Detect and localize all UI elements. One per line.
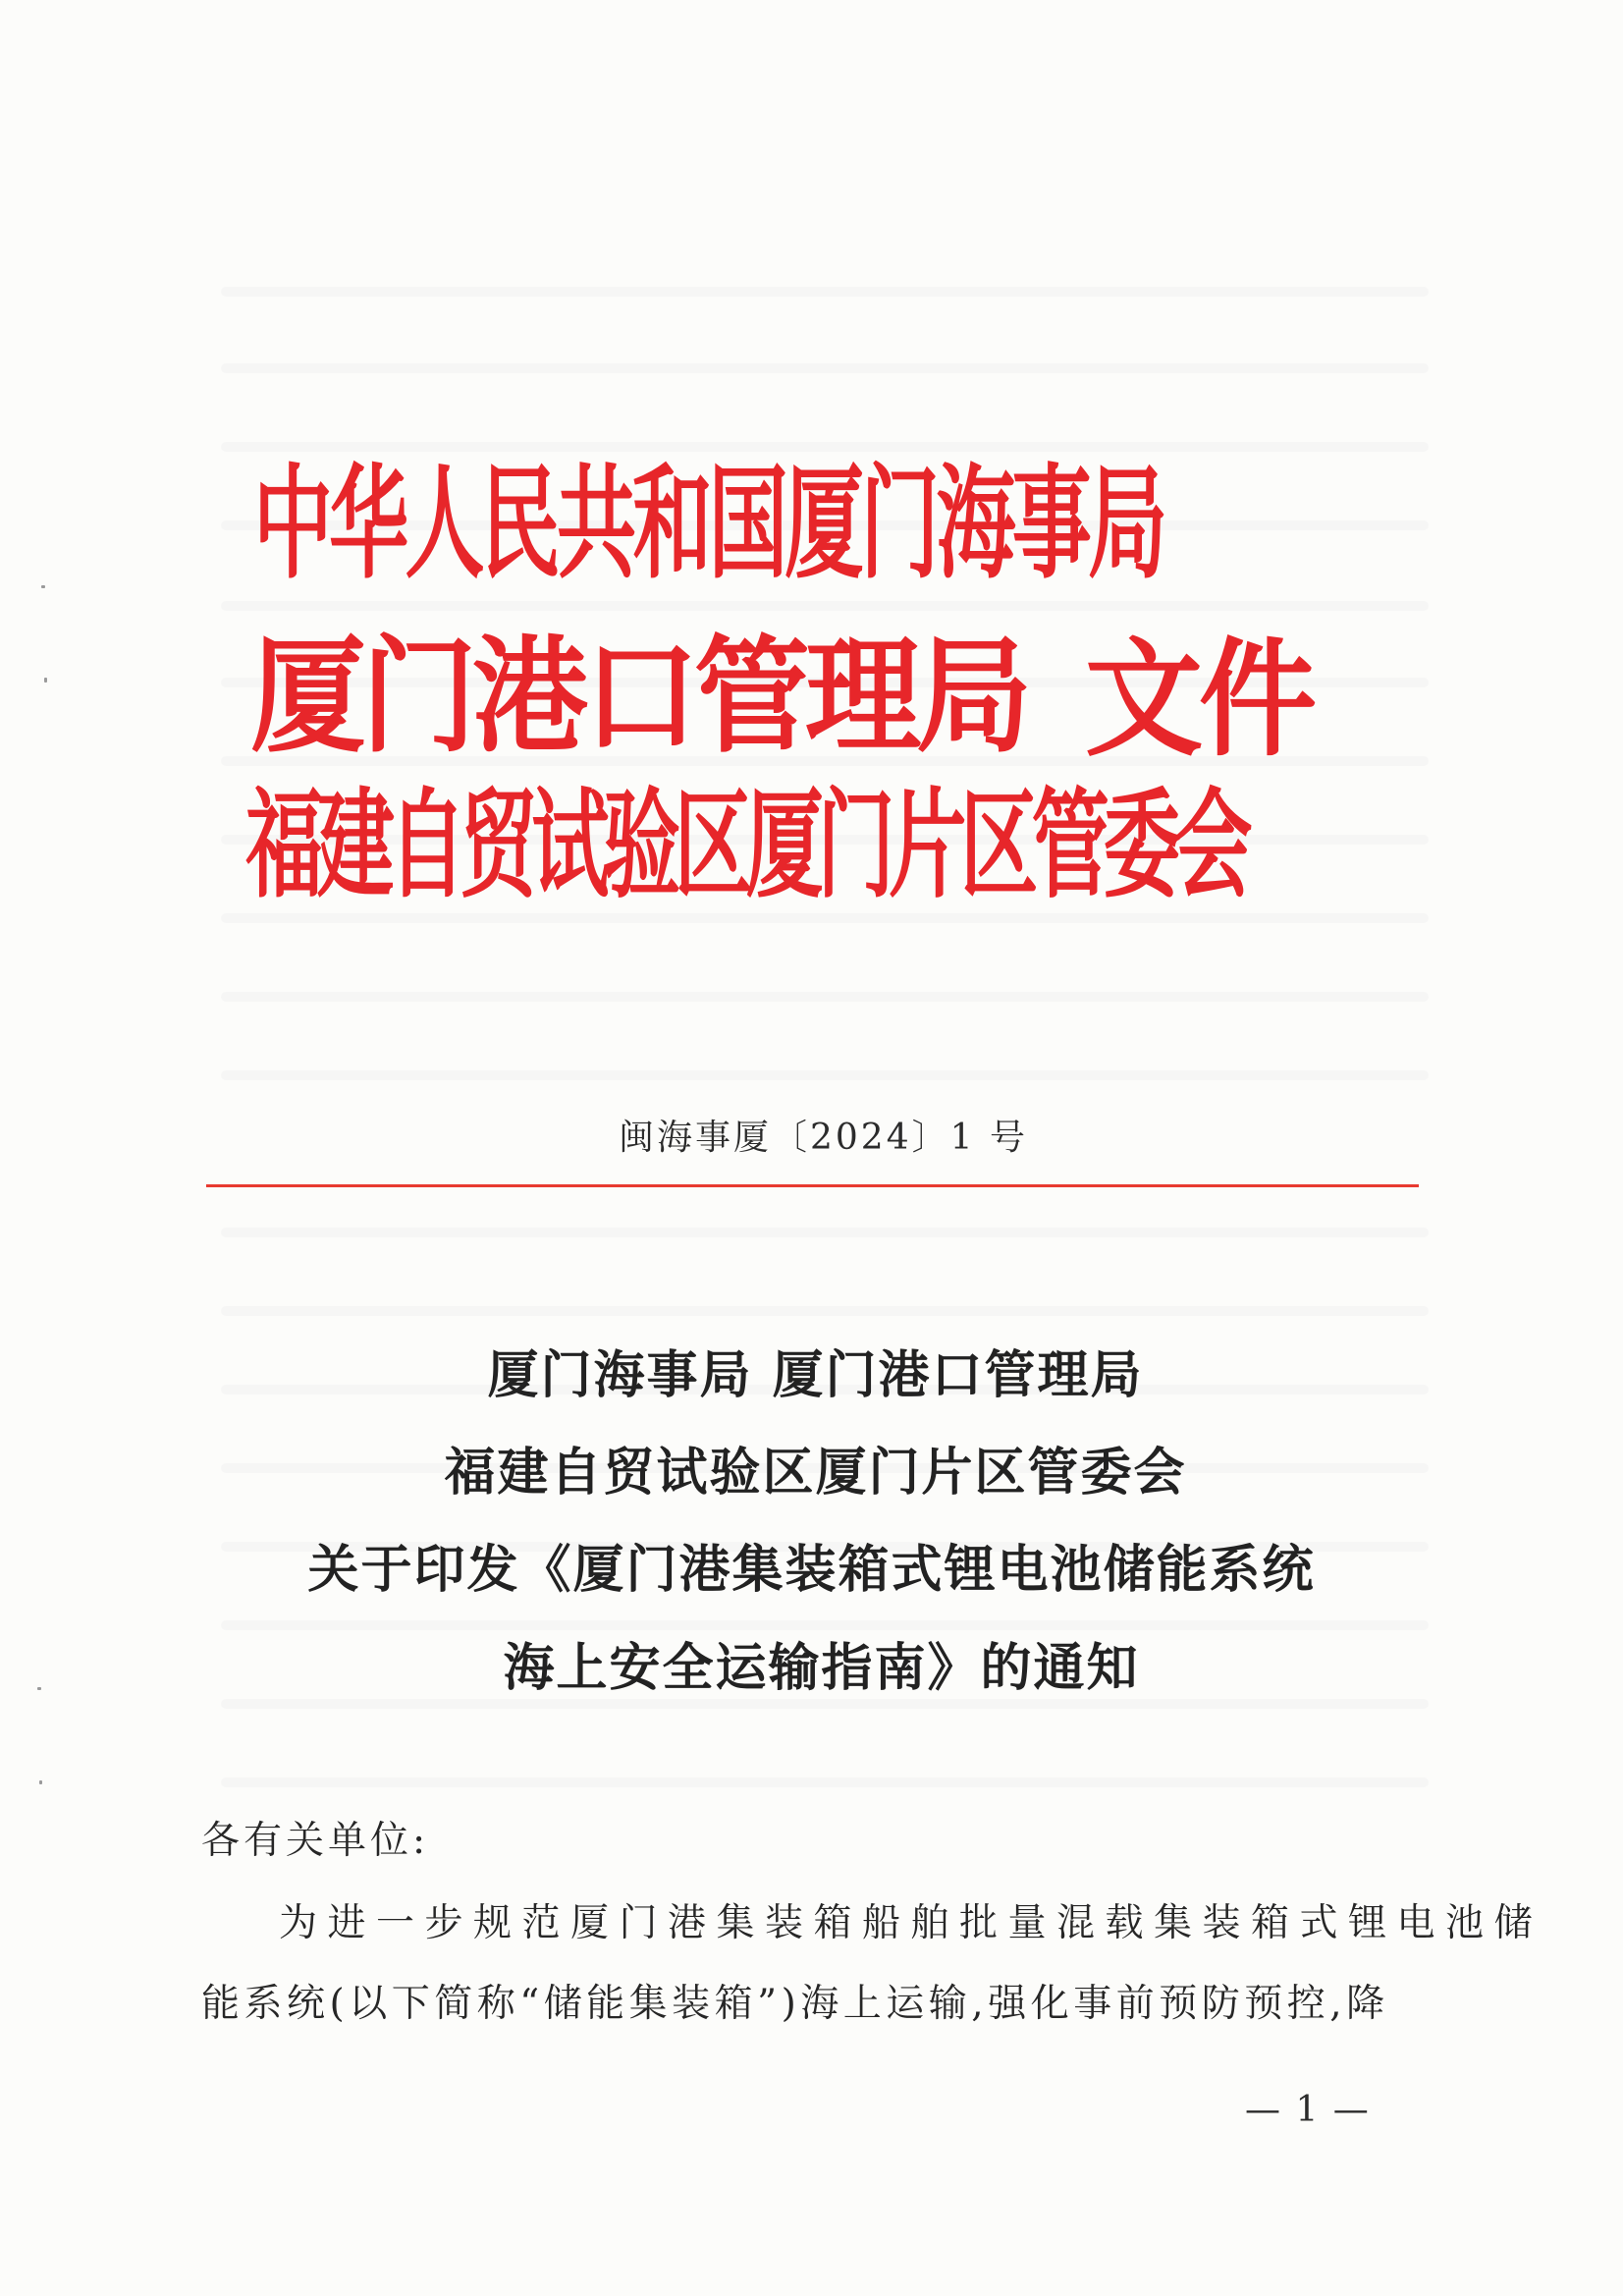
issuer-header-suffix: 文件 [1085, 625, 1313, 775]
body-paragraph-line-2: 能系统(以下简称“储能集装箱”)海上运输,强化事前预防预控,降 [201, 1982, 1389, 2026]
bleed-through-line [221, 287, 1429, 297]
issuer-header-line-3: 福建自贸试验区厦门片区管委会 [245, 774, 1247, 915]
bleed-through-line [221, 1777, 1429, 1787]
document-title-line-2: 福建自贸试验区厦门片区管委会 [444, 1443, 1187, 1503]
document-number: 闽海事厦〔2024〕1 号 [619, 1118, 1028, 1158]
bleed-through-line [221, 1228, 1429, 1237]
bleed-through-line [221, 1699, 1429, 1709]
issuer-header-line-2: 厦门港口管理局 [250, 622, 1028, 770]
scan-speck [41, 585, 45, 588]
salutation: 各有关单位: [201, 1819, 430, 1863]
red-divider-rule [206, 1184, 1419, 1187]
issuer-header-line-1: 中华人民共和国厦门海事局 [253, 450, 1164, 596]
document-title-line-4: 海上安全运输指南》的通知 [503, 1638, 1140, 1698]
document-title-line-1: 厦门海事局 厦门港口管理局 [487, 1345, 1144, 1405]
bleed-through-line [221, 601, 1429, 611]
document-title-line-3: 关于印发《厦门港集装箱式锂电池储能系统 [307, 1540, 1316, 1600]
page-number: — 1 — [1245, 2090, 1371, 2130]
bleed-through-line [221, 992, 1429, 1002]
bleed-through-line [221, 363, 1429, 373]
bleed-through-line [221, 913, 1429, 923]
bleed-through-line [221, 1306, 1429, 1316]
bleed-through-line [221, 1070, 1429, 1080]
body-paragraph-line-1: 为进一步规范厦门港集装箱船舶批量混载集装箱式锂电池储 [279, 1901, 1543, 1945]
scan-speck [44, 678, 47, 683]
scan-speck [39, 1780, 42, 1784]
bleed-through-line [221, 1620, 1429, 1630]
